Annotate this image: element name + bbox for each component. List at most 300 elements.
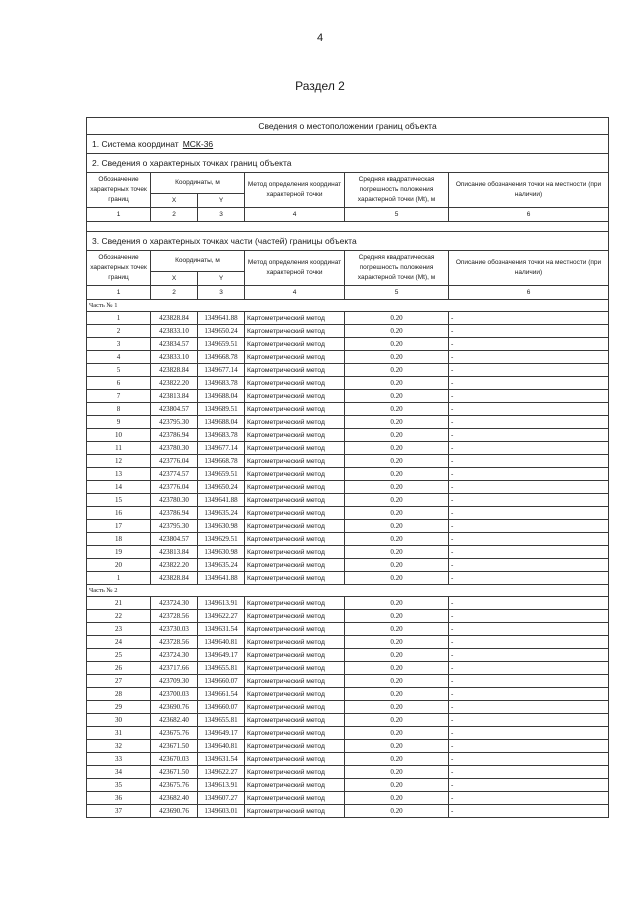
column-number: 4 [245, 208, 345, 222]
point-number-cell: 15 [87, 494, 151, 507]
coord-system-value: МСК-36 [182, 138, 214, 149]
point-number-cell: 22 [87, 610, 151, 623]
x-coordinate-cell: 423795.30 [151, 520, 198, 533]
point-number-cell: 1 [87, 572, 151, 585]
coord-system-row [87, 135, 609, 154]
accuracy-cell: 0.20 [345, 403, 449, 416]
point-number-cell: 20 [87, 559, 151, 572]
method-cell: Картометрический метод [245, 572, 345, 585]
points-section-title: 2. Сведения о характерных точках границ объекта [87, 154, 609, 173]
table-row [87, 377, 609, 390]
method-cell: Картометрический метод [245, 610, 345, 623]
y-coordinate-cell: 1349655.81 [198, 662, 245, 675]
method-cell: Картометрический метод [245, 714, 345, 727]
point-number-cell: 21 [87, 597, 151, 610]
accuracy-cell: 0.20 [345, 740, 449, 753]
accuracy-cell: 0.20 [345, 312, 449, 325]
x-coordinate-cell: 423786.94 [151, 507, 198, 520]
y-coordinate-cell: 1349677.14 [198, 442, 245, 455]
table-row [87, 649, 609, 662]
header-y: Y [198, 272, 245, 286]
description-cell: - [449, 338, 609, 351]
method-cell: Картометрический метод [245, 468, 345, 481]
description-cell: - [449, 351, 609, 364]
x-coordinate-cell: 423728.56 [151, 610, 198, 623]
description-cell: - [449, 533, 609, 546]
description-cell: - [449, 753, 609, 766]
part-label: Часть № 1 [87, 300, 609, 312]
point-number-cell: 9 [87, 416, 151, 429]
accuracy-cell: 0.20 [345, 572, 449, 585]
method-cell: Картометрический метод [245, 442, 345, 455]
method-cell: Картометрический метод [245, 727, 345, 740]
accuracy-cell: 0.20 [345, 507, 449, 520]
x-coordinate-cell: 423671.50 [151, 740, 198, 753]
point-number-cell: 16 [87, 507, 151, 520]
x-coordinate-cell: 423828.84 [151, 312, 198, 325]
page-number: 4 [316, 32, 324, 44]
description-cell: - [449, 481, 609, 494]
x-coordinate-cell: 423804.57 [151, 403, 198, 416]
method-cell: Картометрический метод [245, 377, 345, 390]
method-cell: Картометрический метод [245, 416, 345, 429]
accuracy-cell: 0.20 [345, 610, 449, 623]
table-row [87, 727, 609, 740]
header-coordinates: Координаты, м [151, 251, 245, 272]
table-row [87, 636, 609, 649]
method-cell: Картометрический метод [245, 546, 345, 559]
y-coordinate-cell: 1349630.98 [198, 546, 245, 559]
description-cell: - [449, 546, 609, 559]
x-coordinate-cell: 423728.56 [151, 636, 198, 649]
column-number: 1 [87, 286, 151, 300]
description-cell: - [449, 610, 609, 623]
description-cell: - [449, 740, 609, 753]
y-coordinate-cell: 1349650.24 [198, 481, 245, 494]
point-number-cell: 5 [87, 364, 151, 377]
method-cell: Картометрический метод [245, 662, 345, 675]
y-coordinate-cell: 1349650.24 [198, 325, 245, 338]
y-coordinate-cell: 1349641.88 [198, 572, 245, 585]
header-method: Метод определения координат характерной точки [245, 251, 345, 286]
point-number-cell: 8 [87, 403, 151, 416]
table-row [87, 572, 609, 585]
y-coordinate-cell: 1349640.81 [198, 636, 245, 649]
point-number-cell: 27 [87, 675, 151, 688]
description-cell: - [449, 455, 609, 468]
point-number-cell: 3 [87, 338, 151, 351]
description-cell: - [449, 468, 609, 481]
method-cell: Картометрический метод [245, 688, 345, 701]
accuracy-cell: 0.20 [345, 597, 449, 610]
description-cell: - [449, 675, 609, 688]
accuracy-cell: 0.20 [345, 416, 449, 429]
y-coordinate-cell: 1349622.27 [198, 766, 245, 779]
accuracy-cell: 0.20 [345, 649, 449, 662]
x-coordinate-cell: 423776.04 [151, 455, 198, 468]
x-coordinate-cell: 423780.30 [151, 442, 198, 455]
x-coordinate-cell: 423828.84 [151, 572, 198, 585]
y-coordinate-cell: 1349688.04 [198, 416, 245, 429]
y-coordinate-cell: 1349635.24 [198, 559, 245, 572]
x-coordinate-cell: 423822.20 [151, 377, 198, 390]
accuracy-cell: 0.20 [345, 753, 449, 766]
method-cell: Картометрический метод [245, 364, 345, 377]
header-designation: Обозначение характерных точек границ [87, 173, 151, 208]
y-coordinate-cell: 1349683.78 [198, 377, 245, 390]
description-cell: - [449, 805, 609, 818]
table-title: Сведения о местоположении границ объекта [87, 118, 609, 135]
x-coordinate-cell: 423675.76 [151, 727, 198, 740]
method-cell: Картометрический метод [245, 623, 345, 636]
column-number: 1 [87, 208, 151, 222]
point-number-cell: 14 [87, 481, 151, 494]
y-coordinate-cell: 1349668.78 [198, 351, 245, 364]
point-number-cell: 25 [87, 649, 151, 662]
method-cell: Картометрический метод [245, 533, 345, 546]
description-cell: - [449, 364, 609, 377]
point-number-cell: 7 [87, 390, 151, 403]
point-number-cell: 1 [87, 312, 151, 325]
method-cell: Картометрический метод [245, 390, 345, 403]
accuracy-cell: 0.20 [345, 727, 449, 740]
method-cell: Картометрический метод [245, 636, 345, 649]
table-row [87, 701, 609, 714]
accuracy-cell: 0.20 [345, 714, 449, 727]
column-number: 3 [198, 208, 245, 222]
accuracy-cell: 0.20 [345, 468, 449, 481]
y-coordinate-cell: 1349683.78 [198, 429, 245, 442]
description-cell: - [449, 662, 609, 675]
description-cell: - [449, 779, 609, 792]
table-row [87, 688, 609, 701]
point-number-cell: 17 [87, 520, 151, 533]
accuracy-cell: 0.20 [345, 701, 449, 714]
method-cell: Картометрический метод [245, 766, 345, 779]
y-coordinate-cell: 1349641.88 [198, 494, 245, 507]
point-number-cell: 34 [87, 766, 151, 779]
y-coordinate-cell: 1349688.04 [198, 390, 245, 403]
part-label: Часть № 2 [87, 585, 609, 597]
x-coordinate-cell: 423700.03 [151, 688, 198, 701]
table-row [87, 546, 609, 559]
description-cell: - [449, 416, 609, 429]
point-number-cell: 28 [87, 688, 151, 701]
accuracy-cell: 0.20 [345, 636, 449, 649]
description-cell: - [449, 597, 609, 610]
point-number-cell: 36 [87, 792, 151, 805]
header-description: Описание обозначения точки на местности (при наличии) [449, 173, 609, 208]
description-cell: - [449, 623, 609, 636]
x-coordinate-cell: 423804.57 [151, 533, 198, 546]
description-cell: - [449, 442, 609, 455]
table-row [87, 507, 609, 520]
y-coordinate-cell: 1349689.51 [198, 403, 245, 416]
point-number-cell: 35 [87, 779, 151, 792]
column-number: 6 [449, 208, 609, 222]
accuracy-cell: 0.20 [345, 520, 449, 533]
accuracy-cell: 0.20 [345, 546, 449, 559]
description-cell: - [449, 520, 609, 533]
accuracy-cell: 0.20 [345, 364, 449, 377]
coord-system-label: 1. Система координат [92, 138, 179, 149]
table-row [87, 325, 609, 338]
header-x: X [151, 194, 198, 208]
table-row [87, 338, 609, 351]
x-coordinate-cell: 423833.10 [151, 325, 198, 338]
header-x: X [151, 272, 198, 286]
y-coordinate-cell: 1349659.51 [198, 338, 245, 351]
column-number: 4 [245, 286, 345, 300]
table-row [87, 559, 609, 572]
column-number: 5 [345, 208, 449, 222]
table-row [87, 597, 609, 610]
table-row [87, 520, 609, 533]
accuracy-cell: 0.20 [345, 429, 449, 442]
description-cell: - [449, 792, 609, 805]
point-number-cell: 30 [87, 714, 151, 727]
method-cell: Картометрический метод [245, 779, 345, 792]
point-number-cell: 12 [87, 455, 151, 468]
x-coordinate-cell: 423822.20 [151, 559, 198, 572]
point-number-cell: 24 [87, 636, 151, 649]
table-row [87, 675, 609, 688]
point-number-cell: 2 [87, 325, 151, 338]
column-number: 2 [151, 208, 198, 222]
x-coordinate-cell: 423670.03 [151, 753, 198, 766]
point-number-cell: 31 [87, 727, 151, 740]
header-coordinates: Координаты, м [151, 173, 245, 194]
table-row [87, 312, 609, 325]
method-cell: Картометрический метод [245, 597, 345, 610]
y-coordinate-cell: 1349629.51 [198, 533, 245, 546]
description-cell: - [449, 649, 609, 662]
table-row [87, 610, 609, 623]
point-number-cell: 29 [87, 701, 151, 714]
description-cell: - [449, 403, 609, 416]
y-coordinate-cell: 1349631.54 [198, 753, 245, 766]
y-coordinate-cell: 1349668.78 [198, 455, 245, 468]
description-cell: - [449, 390, 609, 403]
y-coordinate-cell: 1349660.07 [198, 701, 245, 714]
x-coordinate-cell: 423730.03 [151, 623, 198, 636]
header-description: Описание обозначения точки на местности (при наличии) [449, 251, 609, 286]
description-cell: - [449, 727, 609, 740]
description-cell: - [449, 766, 609, 779]
x-coordinate-cell: 423813.84 [151, 546, 198, 559]
x-coordinate-cell: 423717.66 [151, 662, 198, 675]
method-cell: Картометрический метод [245, 494, 345, 507]
method-cell: Картометрический метод [245, 753, 345, 766]
description-cell: - [449, 636, 609, 649]
table-row [87, 740, 609, 753]
boundary-table [86, 117, 609, 818]
method-cell: Картометрический метод [245, 325, 345, 338]
column-number: 2 [151, 286, 198, 300]
table-row [87, 805, 609, 818]
accuracy-cell: 0.20 [345, 675, 449, 688]
x-coordinate-cell: 423780.30 [151, 494, 198, 507]
description-cell: - [449, 714, 609, 727]
method-cell: Картометрический метод [245, 455, 345, 468]
y-coordinate-cell: 1349622.27 [198, 610, 245, 623]
y-coordinate-cell: 1349649.17 [198, 649, 245, 662]
table-row [87, 468, 609, 481]
x-coordinate-cell: 423682.40 [151, 714, 198, 727]
point-number-cell: 13 [87, 468, 151, 481]
point-number-cell: 23 [87, 623, 151, 636]
method-cell: Картометрический метод [245, 481, 345, 494]
accuracy-cell: 0.20 [345, 351, 449, 364]
method-cell: Картометрический метод [245, 429, 345, 442]
description-cell: - [449, 507, 609, 520]
y-coordinate-cell: 1349630.98 [198, 520, 245, 533]
y-coordinate-cell: 1349607.27 [198, 792, 245, 805]
table-row [87, 494, 609, 507]
x-coordinate-cell: 423786.94 [151, 429, 198, 442]
y-coordinate-cell: 1349631.54 [198, 623, 245, 636]
table-row [87, 792, 609, 805]
x-coordinate-cell: 423795.30 [151, 416, 198, 429]
accuracy-cell: 0.20 [345, 662, 449, 675]
x-coordinate-cell: 423709.30 [151, 675, 198, 688]
accuracy-cell: 0.20 [345, 688, 449, 701]
table-row [87, 351, 609, 364]
accuracy-cell: 0.20 [345, 455, 449, 468]
table-row [87, 442, 609, 455]
y-coordinate-cell: 1349641.88 [198, 312, 245, 325]
table-row [87, 481, 609, 494]
description-cell: - [449, 572, 609, 585]
accuracy-cell: 0.20 [345, 481, 449, 494]
point-number-cell: 19 [87, 546, 151, 559]
method-cell: Картометрический метод [245, 520, 345, 533]
column-number: 3 [198, 286, 245, 300]
description-cell: - [449, 688, 609, 701]
header-designation: Обозначение характерных точек границ [87, 251, 151, 286]
y-coordinate-cell: 1349613.91 [198, 779, 245, 792]
point-number-cell: 4 [87, 351, 151, 364]
x-coordinate-cell: 423774.57 [151, 468, 198, 481]
accuracy-cell: 0.20 [345, 377, 449, 390]
y-coordinate-cell: 1349661.54 [198, 688, 245, 701]
point-number-cell: 26 [87, 662, 151, 675]
accuracy-cell: 0.20 [345, 779, 449, 792]
y-coordinate-cell: 1349659.51 [198, 468, 245, 481]
x-coordinate-cell: 423724.30 [151, 649, 198, 662]
point-number-cell: 37 [87, 805, 151, 818]
y-coordinate-cell: 1349677.14 [198, 364, 245, 377]
x-coordinate-cell: 423671.50 [151, 766, 198, 779]
table-row [87, 390, 609, 403]
point-number-cell: 11 [87, 442, 151, 455]
method-cell: Картометрический метод [245, 351, 345, 364]
method-cell: Картометрический метод [245, 338, 345, 351]
y-coordinate-cell: 1349635.24 [198, 507, 245, 520]
method-cell: Картометрический метод [245, 740, 345, 753]
point-number-cell: 18 [87, 533, 151, 546]
point-number-cell: 6 [87, 377, 151, 390]
description-cell: - [449, 312, 609, 325]
description-cell: - [449, 559, 609, 572]
x-coordinate-cell: 423690.76 [151, 805, 198, 818]
accuracy-cell: 0.20 [345, 533, 449, 546]
y-coordinate-cell: 1349640.81 [198, 740, 245, 753]
description-cell: - [449, 377, 609, 390]
header-accuracy: Средняя квадратическая погрешность положения характерной точки (Mt), м [345, 173, 449, 208]
accuracy-cell: 0.20 [345, 792, 449, 805]
header-y: Y [198, 194, 245, 208]
x-coordinate-cell: 423675.76 [151, 779, 198, 792]
table-row [87, 403, 609, 416]
y-coordinate-cell: 1349649.17 [198, 727, 245, 740]
accuracy-cell: 0.20 [345, 559, 449, 572]
accuracy-cell: 0.20 [345, 325, 449, 338]
x-coordinate-cell: 423776.04 [151, 481, 198, 494]
y-coordinate-cell: 1349660.07 [198, 675, 245, 688]
accuracy-cell: 0.20 [345, 623, 449, 636]
description-cell: - [449, 494, 609, 507]
accuracy-cell: 0.20 [345, 805, 449, 818]
table-row [87, 662, 609, 675]
x-coordinate-cell: 423682.40 [151, 792, 198, 805]
x-coordinate-cell: 423833.10 [151, 351, 198, 364]
point-number-cell: 32 [87, 740, 151, 753]
method-cell: Картометрический метод [245, 675, 345, 688]
method-cell: Картометрический метод [245, 312, 345, 325]
header-method: Метод определения координат характерной точки [245, 173, 345, 208]
table-row [87, 429, 609, 442]
header-accuracy: Средняя квадратическая погрешность положения характерной точки (Mt), м [345, 251, 449, 286]
table-row [87, 779, 609, 792]
accuracy-cell: 0.20 [345, 442, 449, 455]
method-cell: Картометрический метод [245, 805, 345, 818]
point-number-cell: 33 [87, 753, 151, 766]
x-coordinate-cell: 423813.84 [151, 390, 198, 403]
x-coordinate-cell: 423834.57 [151, 338, 198, 351]
table-row [87, 753, 609, 766]
table-row [87, 533, 609, 546]
accuracy-cell: 0.20 [345, 390, 449, 403]
description-cell: - [449, 429, 609, 442]
accuracy-cell: 0.20 [345, 766, 449, 779]
y-coordinate-cell: 1349603.01 [198, 805, 245, 818]
table-row [87, 623, 609, 636]
accuracy-cell: 0.20 [345, 338, 449, 351]
method-cell: Картометрический метод [245, 559, 345, 572]
empty-row [87, 222, 609, 232]
method-cell: Картометрический метод [245, 792, 345, 805]
table-row [87, 766, 609, 779]
table-row [87, 455, 609, 468]
x-coordinate-cell: 423690.76 [151, 701, 198, 714]
x-coordinate-cell: 423724.30 [151, 597, 198, 610]
section-title: Раздел 2 [295, 79, 345, 93]
method-cell: Картометрический метод [245, 507, 345, 520]
column-number: 6 [449, 286, 609, 300]
table-row [87, 416, 609, 429]
method-cell: Картометрический метод [245, 649, 345, 662]
point-number-cell: 10 [87, 429, 151, 442]
method-cell: Картометрический метод [245, 701, 345, 714]
method-cell: Картометрический метод [245, 403, 345, 416]
table-row [87, 714, 609, 727]
x-coordinate-cell: 423828.84 [151, 364, 198, 377]
parts-section-title: 3. Сведения о характерных точках части (частей) границы объекта [87, 232, 609, 251]
table-row [87, 364, 609, 377]
description-cell: - [449, 701, 609, 714]
accuracy-cell: 0.20 [345, 494, 449, 507]
